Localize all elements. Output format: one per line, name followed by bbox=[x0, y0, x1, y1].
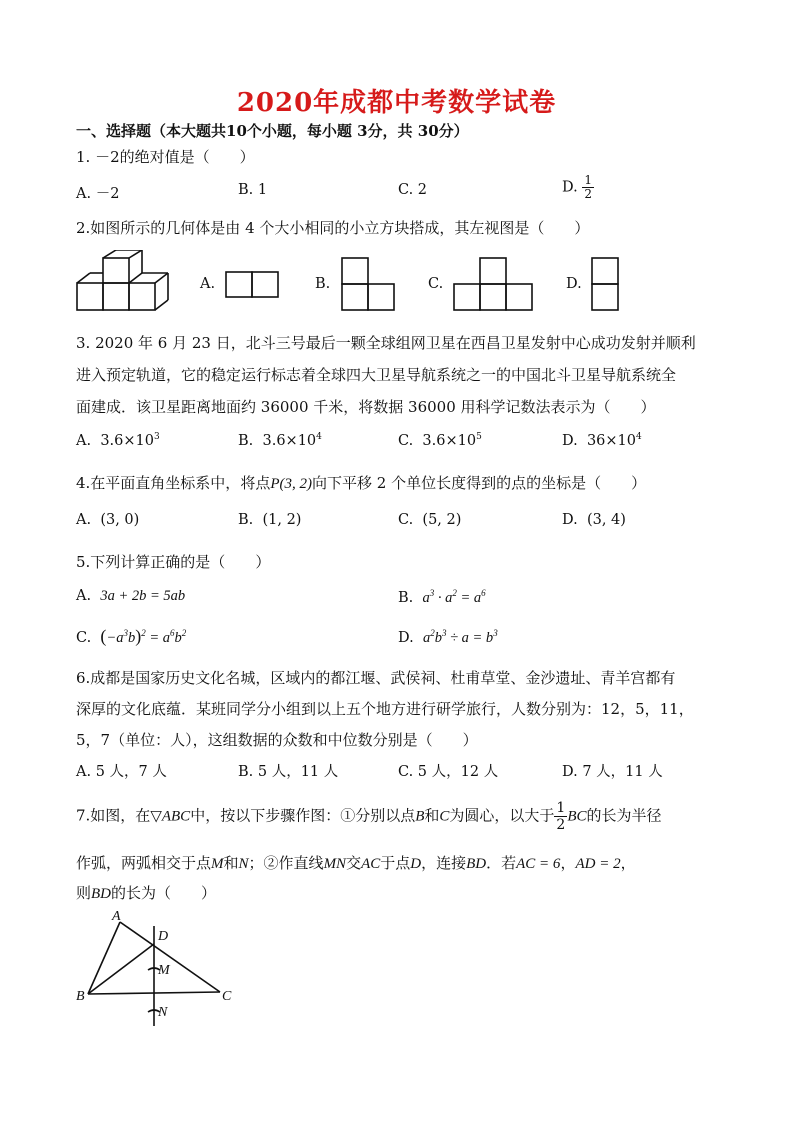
q4-option-d bbox=[562, 512, 626, 528]
q3-b-label: B. bbox=[238, 433, 254, 449]
q1-option-b: B. 1 bbox=[238, 182, 268, 198]
q7-segment-bd-2: BD bbox=[91, 886, 112, 902]
q7-l3-pre: 则 bbox=[76, 884, 92, 902]
q2-option-b-label: B. bbox=[315, 276, 331, 292]
q5-option-c bbox=[76, 626, 186, 647]
q7-line-3 bbox=[76, 882, 216, 903]
q3-b-exp: 4 bbox=[316, 432, 322, 442]
q4-stem-post: 向下平移 2 个单位长度得到的点的坐标是（ ） bbox=[311, 474, 647, 492]
q3-line-2: 进入预定轨道，它的稳定运行标志着全球四大卫星导航系统之一的中国北斗卫星导航系统全 bbox=[76, 366, 677, 384]
q7-l2-mid5: ．若 bbox=[486, 854, 517, 872]
q2-option-c-figure bbox=[452, 256, 534, 312]
q1-stem: 1. －2的绝对值是（ ） bbox=[76, 148, 255, 166]
q7-l1-post: 为圆心，以大于 bbox=[449, 806, 555, 825]
q7-triangle: ▽ABC bbox=[150, 808, 191, 825]
q7-l1-mid: 中，按以下步骤作图：①分别以点 bbox=[190, 806, 416, 825]
q1-option-d-fraction bbox=[582, 174, 594, 201]
q7-half-fraction bbox=[554, 800, 567, 833]
q2-option-d-label: D. bbox=[566, 276, 582, 292]
q3-a-base: 3.6×10 bbox=[100, 433, 154, 449]
page-title: 2020年成都中考数学试卷 bbox=[236, 88, 557, 118]
q6-option-d: D. 7 人，11 人 bbox=[562, 764, 663, 780]
q2-option-c-label: C. bbox=[428, 276, 444, 292]
q4-option-c bbox=[398, 512, 461, 528]
q5-a-expr: 3a + 2b = 5ab bbox=[100, 588, 186, 604]
q4-b-value: (1, 2) bbox=[262, 512, 302, 528]
q3-c-base: 3.6×10 bbox=[422, 433, 477, 449]
q3-d-base: 36×10 bbox=[586, 433, 636, 449]
section-heading: 一、选择题（本大题共10个小题，每小题 3分，共 30分） bbox=[76, 122, 469, 140]
q6-line-3: 5，7（单位：人），这组数据的众数和中位数分别是（ ） bbox=[76, 731, 478, 749]
q7-fig-label-d: D bbox=[158, 929, 169, 944]
q7-half-den: 2 bbox=[556, 817, 566, 833]
q3-b-base: 3.6×10 bbox=[262, 433, 317, 449]
q7-fig-side-ac bbox=[120, 922, 220, 992]
q7-l2-pre: 作弧，两弧相交于点 bbox=[76, 854, 212, 872]
q5-a-label: A. bbox=[76, 588, 92, 604]
q5-d-label: D. bbox=[398, 630, 414, 646]
q7-segment-ac: AC bbox=[361, 856, 381, 872]
q1-d-numerator: 1 bbox=[584, 173, 592, 187]
q3-a-label: A. bbox=[76, 433, 92, 449]
q7-l2-mid2: 交 bbox=[346, 854, 362, 872]
q7-point-n: N bbox=[238, 856, 249, 872]
q5-stem: 5.下列计算正确的是（ ） bbox=[76, 553, 271, 571]
q3-d-exp: 4 bbox=[636, 432, 642, 442]
q3-a-exp: 3 bbox=[153, 432, 160, 442]
q1-option-c: C. 2 bbox=[398, 182, 428, 198]
q4-d-value: (3, 4) bbox=[586, 512, 626, 528]
q5-option-b bbox=[398, 588, 486, 607]
q7-l1-pre: 7.如图，在 bbox=[76, 806, 151, 825]
q1-d-denominator: 2 bbox=[584, 187, 592, 201]
q4-point: P(3, 2) bbox=[270, 476, 312, 492]
q7-fig-label-b: B bbox=[76, 989, 85, 1004]
q7-l3-post: 的长为（ ） bbox=[111, 884, 217, 902]
q7-fig-label-m: M bbox=[158, 963, 170, 978]
q3-d-label: D. bbox=[562, 433, 578, 449]
q7-point-d: D bbox=[410, 856, 422, 872]
q7-l2-end: ， bbox=[620, 854, 636, 872]
q4-stem-pre: 4.在平面直角坐标系中，将点 bbox=[76, 474, 271, 492]
q6-option-b: B. 5 人，11 人 bbox=[238, 764, 339, 780]
q7-line-mn: MN bbox=[323, 856, 347, 872]
q4-a-label: A. bbox=[76, 512, 92, 528]
q5-option-a bbox=[76, 588, 185, 605]
q7-l2-mid: ；②作直线 bbox=[248, 854, 324, 872]
q7-fig-label-n: N bbox=[158, 1005, 168, 1020]
q2-option-a-figure bbox=[224, 270, 280, 300]
q3-c-exp: 5 bbox=[476, 432, 482, 442]
q7-fig-label-a: A bbox=[112, 909, 121, 924]
q2-solid-figure bbox=[70, 250, 174, 316]
q7-segment-bc: BC bbox=[567, 808, 587, 825]
q4-c-value: (5, 2) bbox=[422, 512, 462, 528]
q2-option-a-label: A. bbox=[200, 276, 216, 292]
q7-segment-bd: BD bbox=[466, 856, 487, 872]
q6-option-c: C. 5 人，12 人 bbox=[398, 764, 499, 780]
q7-half-num: 1 bbox=[556, 800, 566, 816]
q3-option-d bbox=[562, 432, 642, 449]
q4-b-label: B. bbox=[238, 512, 254, 528]
q3-option-a bbox=[76, 432, 160, 449]
q2-stem: 2.如图所示的几何体是由 4 个大小相同的小立方块搭成，其左视图是（ ） bbox=[76, 219, 590, 237]
q7-point-m: M bbox=[211, 856, 224, 872]
q7-triangle-figure bbox=[74, 908, 244, 1032]
q7-and2: 和 bbox=[223, 854, 239, 872]
q4-option-a bbox=[76, 512, 139, 528]
q5-c-expr: $(-a^3b)^2 = a^6b^2$ bbox=[100, 626, 187, 646]
q7-fig-side-ab bbox=[88, 922, 120, 994]
q2-option-d-figure bbox=[590, 256, 622, 312]
q5-b-expr: $a^3 \cdot a^2 = a^6$ bbox=[422, 588, 486, 606]
q4-stem bbox=[76, 472, 646, 493]
q5-c-label: C. bbox=[76, 630, 92, 646]
q3-c-label: C. bbox=[398, 433, 414, 449]
q4-a-value: (3, 0) bbox=[100, 512, 140, 528]
q7-point-c: C bbox=[439, 808, 450, 825]
q7-l2-mid3: 于点 bbox=[380, 854, 411, 872]
q3-line-3: 面建成．该卫星距离地面约 36000 千米，将数据 36000 用科学记数法表示为（ ） bbox=[76, 398, 656, 416]
q6-option-a: A. 5 人，7 人 bbox=[76, 764, 167, 780]
q7-l1-end: 的长为半径 bbox=[586, 806, 662, 825]
q3-line-1: 3. 2020 年 6 月 23 日，北斗三号最后一颗全球组网卫星在西昌卫星发射中心成功发射并顺利 bbox=[76, 334, 696, 352]
q2-option-b-figure bbox=[340, 256, 396, 312]
q7-and: 和 bbox=[424, 806, 440, 825]
q7-condition-ad: AD = 2 bbox=[575, 856, 621, 872]
q5-option-d bbox=[398, 628, 498, 647]
q7-fig-segment-bd bbox=[88, 944, 154, 994]
q1-option-a: A. －2 bbox=[76, 186, 120, 202]
q1-option-d-label: D. bbox=[562, 179, 578, 196]
q6-line-1: 6.成都是国家历史文化名城，区域内的都江堰、武侯祠、杜甫草堂、金沙遗址、青羊宫都有 bbox=[76, 669, 676, 687]
q5-d-expr: $a^2b^3 \div a = b^3$ bbox=[422, 628, 498, 646]
q7-condition-ac: AC = 6 bbox=[516, 856, 561, 872]
q4-option-b bbox=[238, 512, 301, 528]
q7-l2-mid4: ，连接 bbox=[421, 854, 467, 872]
q7-comma: ， bbox=[560, 854, 576, 872]
q7-line-1 bbox=[76, 800, 662, 833]
q3-option-b bbox=[238, 432, 322, 449]
q6-line-2: 深厚的文化底蕴．某班同学分小组到以上五个地方进行研学旅行，人数分别为：12，5，11， bbox=[76, 700, 694, 718]
q3-option-c bbox=[398, 432, 482, 449]
q4-d-label: D. bbox=[562, 512, 578, 528]
q7-point-b: B bbox=[415, 808, 425, 825]
q5-b-label: B. bbox=[398, 590, 414, 606]
q7-fig-label-c: C bbox=[222, 989, 232, 1004]
q7-line-2 bbox=[76, 852, 636, 873]
q1-option-d bbox=[562, 174, 594, 201]
q4-c-label: C. bbox=[398, 512, 414, 528]
